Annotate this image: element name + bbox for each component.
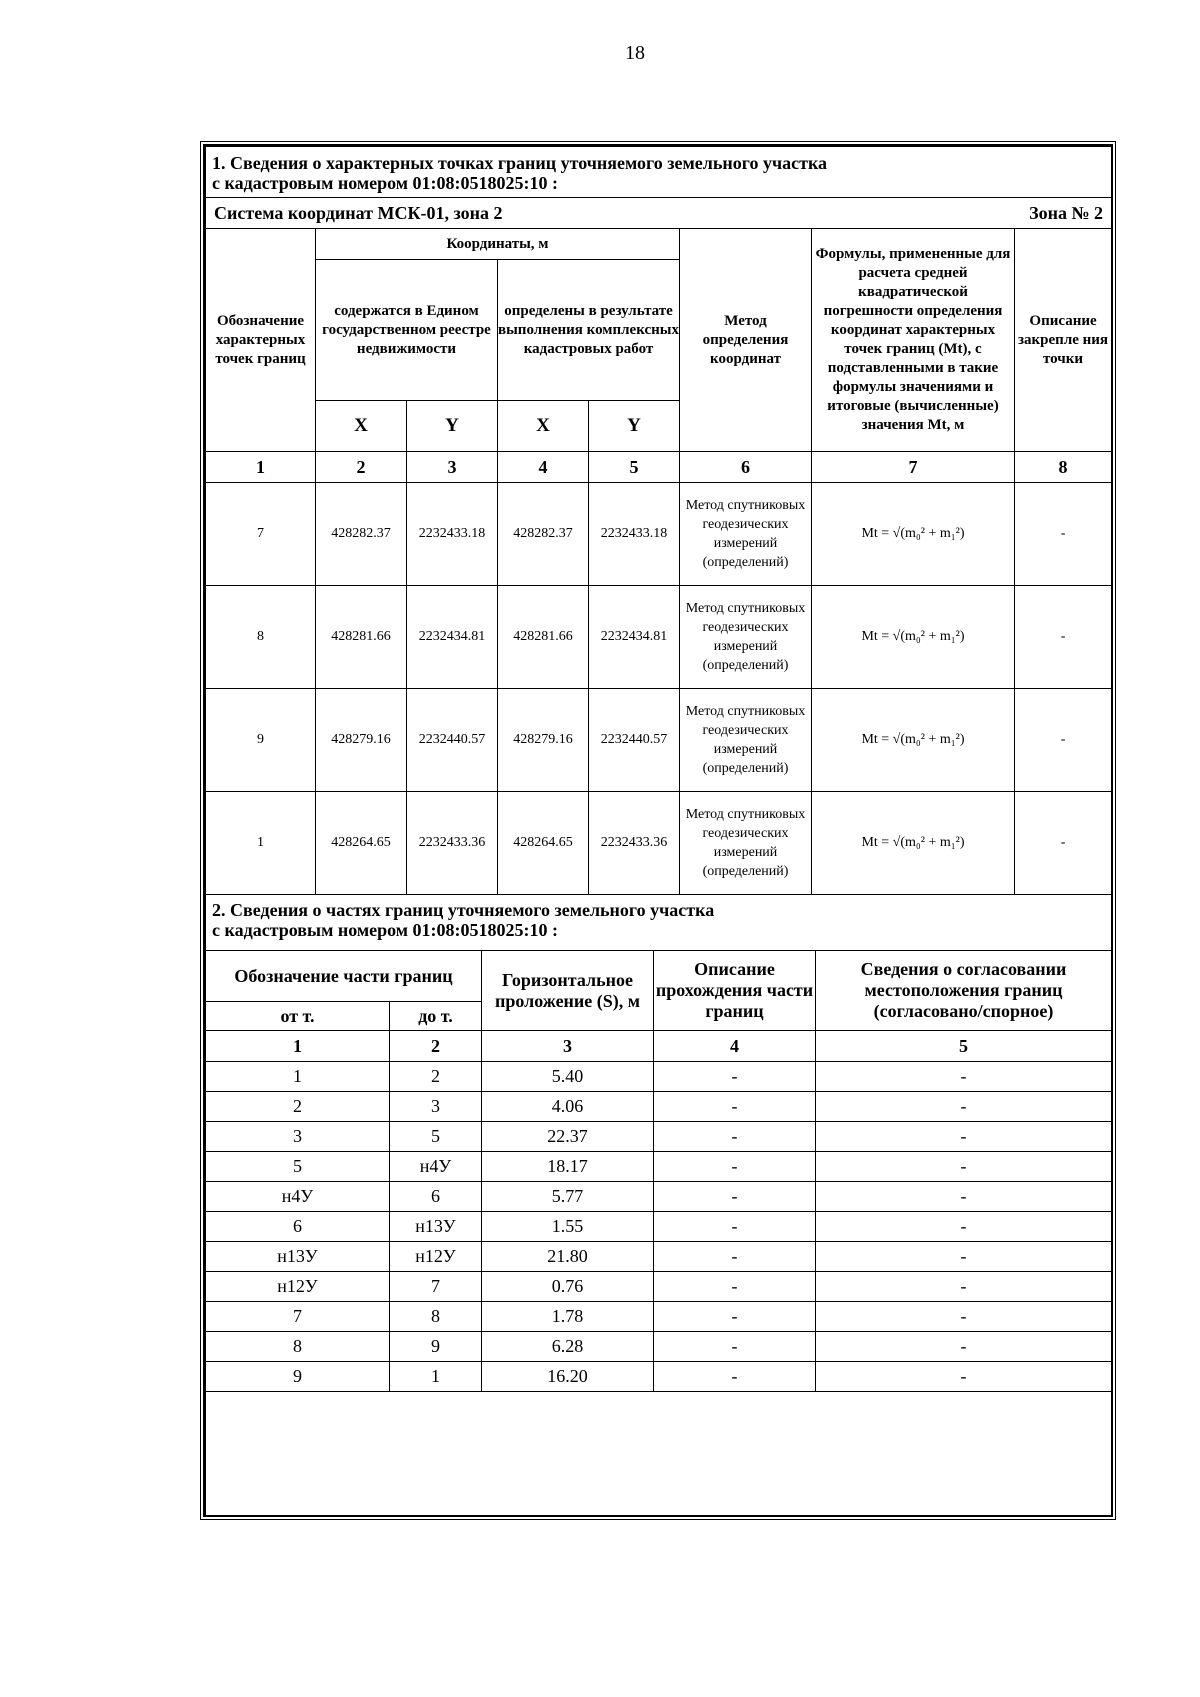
point-cell: 8 (206, 586, 316, 689)
agreement-cell: - (816, 1152, 1112, 1182)
section1-title (206, 147, 1112, 198)
x-registry-cell: 428282.37 (316, 483, 407, 586)
header-x-registry: X (316, 401, 407, 452)
from-cell: 2 (206, 1092, 390, 1122)
point-cell: 9 (206, 689, 316, 792)
header-horizontal: Горизонтальное проложение (S), м (482, 951, 654, 1031)
point-cell: 1 (206, 792, 316, 895)
column-number: 2 (316, 452, 407, 483)
agreement-cell: - (816, 1062, 1112, 1092)
formula-cell: Mt = √(m₀² + m₁²) (812, 689, 1015, 792)
from-cell: 8 (206, 1332, 390, 1362)
y-determined-cell: 2232434.81 (589, 586, 680, 689)
header-determined: определены в результате выполнения комплексных кадастровых работ (498, 260, 680, 401)
header-in-registry: содержатся в Едином государственном реестре недвижимости (316, 260, 498, 401)
section2-title-line1: 2. Сведения о частях границ уточняемого земельного участка (212, 900, 715, 920)
table-row (206, 586, 1112, 689)
to-cell: 1 (390, 1362, 482, 1392)
column-number: 5 (589, 452, 680, 483)
table-row (206, 1362, 1112, 1392)
column-number: 8 (1015, 452, 1112, 483)
to-cell: н13У (390, 1212, 482, 1242)
header-agreement: Сведения о согласовании местоположения границ (согласовано/спорное) (816, 951, 1112, 1031)
formula-cell: Mt = √(m₀² + m₁²) (812, 586, 1015, 689)
table-row (206, 1272, 1112, 1302)
from-cell: н13У (206, 1242, 390, 1272)
document-frame (203, 144, 1113, 1517)
passage-cell: - (654, 1362, 816, 1392)
coord-system-row (206, 198, 1112, 229)
header-part-designation: Обозначение части границ (206, 951, 482, 1002)
header-x-determined: X (498, 401, 589, 452)
y-registry-cell: 2232433.36 (407, 792, 498, 895)
passage-cell: - (654, 1272, 816, 1302)
table-row (206, 1092, 1112, 1122)
distance-cell: 4.06 (482, 1092, 654, 1122)
header-coordinates: Координаты, м (316, 229, 680, 260)
column-number: 6 (680, 452, 812, 483)
column-number: 7 (812, 452, 1015, 483)
column-number: 1 (206, 1031, 390, 1062)
header-from: от т. (206, 1002, 390, 1031)
agreement-cell: - (816, 1272, 1112, 1302)
header-description: Описание закрепле ния точки (1015, 229, 1112, 452)
column-number: 2 (390, 1031, 482, 1062)
passage-cell: - (654, 1212, 816, 1242)
x-determined-cell: 428282.37 (498, 483, 589, 586)
x-determined-cell: 428279.16 (498, 689, 589, 792)
to-cell: 9 (390, 1332, 482, 1362)
column-number: 4 (654, 1031, 816, 1062)
y-determined-cell: 2232433.36 (589, 792, 680, 895)
from-cell: н12У (206, 1272, 390, 1302)
from-cell: н4У (206, 1182, 390, 1212)
to-cell: 8 (390, 1302, 482, 1332)
y-registry-cell: 2232434.81 (407, 586, 498, 689)
to-cell: н4У (390, 1152, 482, 1182)
from-cell: 3 (206, 1122, 390, 1152)
x-registry-cell: 428279.16 (316, 689, 407, 792)
description-cell: - (1015, 483, 1112, 586)
passage-cell: - (654, 1182, 816, 1212)
section2-column-numbers (206, 1031, 1112, 1062)
section2-table (205, 894, 1112, 1516)
description-cell: - (1015, 689, 1112, 792)
point-cell: 7 (206, 483, 316, 586)
method-cell: Метод спутниковых геодезических измерений (определений) (680, 483, 812, 586)
distance-cell: 18.17 (482, 1152, 654, 1182)
header-point-designation: Обозначение характерных точек границ (206, 229, 316, 452)
agreement-cell: - (816, 1242, 1112, 1272)
y-registry-cell: 2232440.57 (407, 689, 498, 792)
header-y-registry: Y (407, 401, 498, 452)
agreement-cell: - (816, 1092, 1112, 1122)
y-determined-cell: 2232433.18 (589, 483, 680, 586)
x-registry-cell: 428264.65 (316, 792, 407, 895)
column-number: 4 (498, 452, 589, 483)
description-cell: - (1015, 792, 1112, 895)
to-cell: н12У (390, 1242, 482, 1272)
passage-cell: - (654, 1062, 816, 1092)
from-cell: 6 (206, 1212, 390, 1242)
page-number: 18 (625, 42, 645, 64)
table-row (206, 1122, 1112, 1152)
agreement-cell: - (816, 1302, 1112, 1332)
column-number: 3 (482, 1031, 654, 1062)
passage-cell: - (654, 1152, 816, 1182)
method-cell: Метод спутниковых геодезических измерений (определений) (680, 689, 812, 792)
section1-column-numbers (206, 452, 1112, 483)
distance-cell: 22.37 (482, 1122, 654, 1152)
table-row (206, 1242, 1112, 1272)
distance-cell: 21.80 (482, 1242, 654, 1272)
passage-cell: - (654, 1332, 816, 1362)
to-cell: 5 (390, 1122, 482, 1152)
to-cell: 6 (390, 1182, 482, 1212)
table-row (206, 1212, 1112, 1242)
to-cell: 2 (390, 1062, 482, 1092)
section1-title-line1: 1. Сведения о характерных точках границ уточняемого земельного участка (212, 153, 828, 173)
section1-title-line2: с кадастровым номером 01:08:0518025:10 : (212, 173, 559, 193)
passage-cell: - (654, 1092, 816, 1122)
table-row (206, 792, 1112, 895)
to-cell: 7 (390, 1272, 482, 1302)
from-cell: 7 (206, 1302, 390, 1332)
distance-cell: 5.77 (482, 1182, 654, 1212)
column-number: 5 (816, 1031, 1112, 1062)
table-row (206, 1182, 1112, 1212)
section2-title (206, 895, 1112, 951)
distance-cell: 16.20 (482, 1362, 654, 1392)
passage-cell: - (654, 1242, 816, 1272)
formula-cell: Mt = √(m₀² + m₁²) (812, 792, 1015, 895)
column-number: 1 (206, 452, 316, 483)
agreement-cell: - (816, 1212, 1112, 1242)
x-determined-cell: 428264.65 (498, 792, 589, 895)
agreement-cell: - (816, 1362, 1112, 1392)
empty-area (206, 1392, 1112, 1517)
zone-label: Зона № 2 (1029, 202, 1104, 223)
from-cell: 5 (206, 1152, 390, 1182)
coord-system-label: Система координат МСК-01, зона 2 (214, 202, 503, 223)
description-cell: - (1015, 586, 1112, 689)
table-row (206, 1152, 1112, 1182)
y-registry-cell: 2232433.18 (407, 483, 498, 586)
distance-cell: 1.55 (482, 1212, 654, 1242)
section1-table (205, 146, 1112, 895)
section2-title-line2: с кадастровым номером 01:08:0518025:10 : (212, 920, 559, 940)
header-formulas: Формулы, примененные для расчета средней квадратической погрешности определения координат характерных точек границ (Mt), с подставленными в такие формулы значениями и итоговые (вычисленные) значения Mt, м (812, 229, 1015, 452)
distance-cell: 5.40 (482, 1062, 654, 1092)
header-to: до т. (390, 1002, 482, 1031)
header-method: Метод определения координат (680, 229, 812, 452)
x-determined-cell: 428281.66 (498, 586, 589, 689)
table-row (206, 689, 1112, 792)
from-cell: 9 (206, 1362, 390, 1392)
x-registry-cell: 428281.66 (316, 586, 407, 689)
formula-cell: Mt = √(m₀² + m₁²) (812, 483, 1015, 586)
to-cell: 3 (390, 1092, 482, 1122)
distance-cell: 0.76 (482, 1272, 654, 1302)
agreement-cell: - (816, 1182, 1112, 1212)
table-row (206, 1332, 1112, 1362)
passage-cell: - (654, 1122, 816, 1152)
passage-cell: - (654, 1302, 816, 1332)
y-determined-cell: 2232440.57 (589, 689, 680, 792)
header-y-determined: Y (589, 401, 680, 452)
table-row (206, 483, 1112, 586)
distance-cell: 6.28 (482, 1332, 654, 1362)
header-passage: Описание прохождения части границ (654, 951, 816, 1031)
column-number: 3 (407, 452, 498, 483)
from-cell: 1 (206, 1062, 390, 1092)
method-cell: Метод спутниковых геодезических измерений (определений) (680, 586, 812, 689)
distance-cell: 1.78 (482, 1302, 654, 1332)
agreement-cell: - (816, 1332, 1112, 1362)
agreement-cell: - (816, 1122, 1112, 1152)
method-cell: Метод спутниковых геодезических измерений (определений) (680, 792, 812, 895)
table-row (206, 1062, 1112, 1092)
table-row (206, 1302, 1112, 1332)
